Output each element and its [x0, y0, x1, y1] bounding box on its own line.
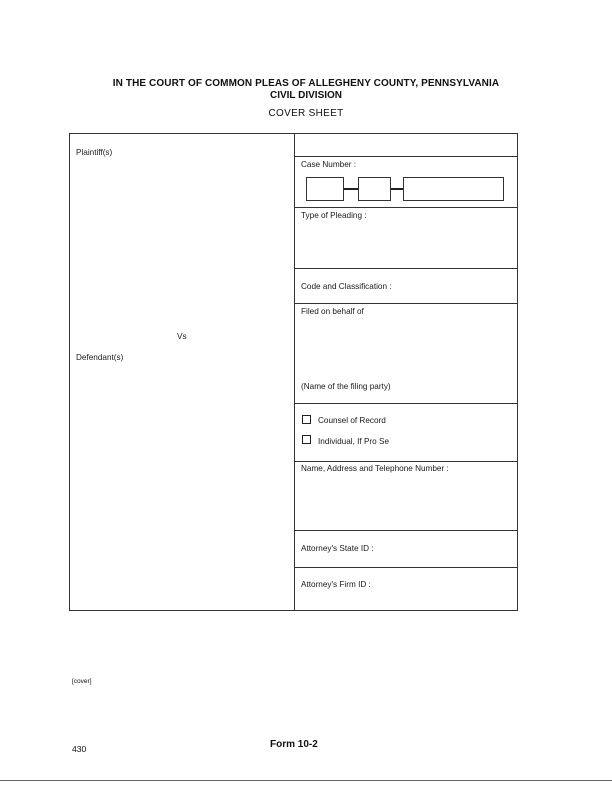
dash-separator [344, 188, 358, 190]
case-number-part-2-field[interactable] [358, 177, 391, 201]
divider-line [294, 156, 518, 157]
filing-party-label: (Name of the filing party) [301, 382, 391, 391]
divider-line [294, 461, 518, 462]
division-title: CIVIL DIVISION [269, 90, 343, 101]
form-number: Form 10-2 [270, 739, 318, 750]
column-divider [294, 133, 295, 611]
vs-label: Vs [177, 332, 187, 341]
bottom-rule [0, 780, 612, 781]
divider-line [294, 268, 518, 269]
plaintiff-label: Plaintiff(s) [76, 148, 113, 157]
case-number-part-1-field[interactable] [306, 177, 344, 201]
defendant-label: Defendant(s) [76, 353, 124, 362]
counsel-of-record-checkbox[interactable] [302, 415, 311, 424]
case-number-label: Case Number : [301, 160, 357, 169]
filed-on-behalf-label: Filed on behalf of [301, 307, 364, 316]
divider-line [294, 303, 518, 304]
cover-tag: [cover] [72, 678, 92, 685]
page-number: 430 [72, 744, 87, 754]
dash-separator [391, 188, 403, 190]
counsel-of-record-label: Counsel of Record [318, 416, 386, 425]
name-address-phone-label: Name, Address and Telephone Number : [301, 464, 449, 473]
type-of-pleading-label: Type of Pleading : [301, 211, 367, 220]
attorney-state-id-label: Attorney's State ID : [301, 544, 374, 553]
divider-line [294, 530, 518, 531]
individual-pro-se-label: Individual, If Pro Se [318, 437, 389, 446]
attorney-firm-id-label: Attorney's Firm ID : [301, 580, 371, 589]
divider-line [294, 207, 518, 208]
case-number-part-3-field[interactable] [403, 177, 504, 201]
court-title: IN THE COURT OF COMMON PLEAS OF ALLEGHENY COUNTY, PENNSYLVANIA [112, 78, 500, 89]
code-classification-label: Code and Classification : [301, 282, 392, 291]
divider-line [294, 567, 518, 568]
cover-sheet-title: COVER SHEET [268, 108, 344, 119]
divider-line [294, 403, 518, 404]
individual-pro-se-checkbox[interactable] [302, 435, 311, 444]
